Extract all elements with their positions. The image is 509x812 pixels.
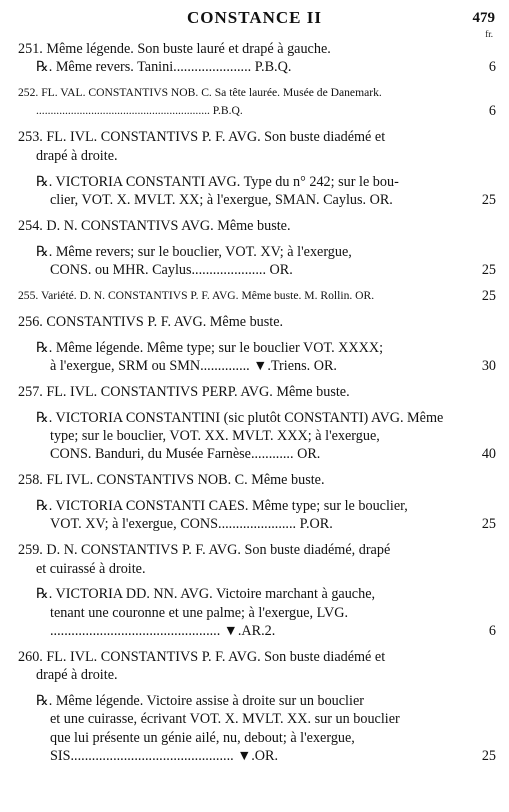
entry-text: 251. Même légende. Son buste lauré et drapé à gauche. bbox=[18, 41, 331, 57]
catalogue-entry bbox=[0, 173, 509, 210]
entry-spacer bbox=[0, 534, 509, 542]
entry-text: à l'exergue, SRM ou SMN.............. ▼.Triens. OR. bbox=[50, 357, 337, 374]
entry-line bbox=[0, 560, 509, 578]
price-value: 30 bbox=[476, 357, 496, 375]
entry-text: ℞. VICTORIA CONSTANTINI (sic plutôt CONSTANTI) AVG. Même bbox=[36, 409, 444, 426]
entry-spacer bbox=[0, 464, 509, 472]
entry-text: ................................................ ▼.AR.2. bbox=[50, 623, 276, 640]
entry-line bbox=[0, 622, 509, 640]
page-header bbox=[0, 8, 509, 38]
entry-line bbox=[0, 313, 509, 331]
entry-text: CONS. Banduri, du Musée Farnèse............ OR. bbox=[50, 446, 321, 463]
catalogue-entry bbox=[0, 128, 509, 165]
catalogue-entry bbox=[0, 497, 509, 534]
entry-line bbox=[0, 383, 509, 401]
entry-spacer bbox=[0, 279, 509, 287]
entry-text: 257. FL. IVL. CONSTANTIVS PERP. AVG. Même buste. bbox=[18, 383, 350, 400]
entry-text: drapé à droite. bbox=[36, 667, 118, 684]
price-value: 25 bbox=[476, 747, 496, 765]
entry-text: ℞. Même revers; sur le bouclier, VOT. XV; à l'exergue, bbox=[36, 243, 352, 260]
entry-spacer bbox=[0, 121, 509, 129]
entry-line bbox=[0, 541, 509, 559]
catalogue-entry bbox=[0, 40, 509, 77]
entry-text: 260. FL. IVL. CONSTANTIVS P. F. AVG. Son buste diadémé et bbox=[18, 648, 386, 665]
entry-text: SIS.............................................. ▼.OR. bbox=[50, 748, 279, 764]
entry-line bbox=[0, 710, 509, 728]
entry-text: drapé à droite. bbox=[36, 147, 118, 164]
entry-text: 253. FL. IVL. CONSTANTIVS P. F. AVG. Son buste diadémé et bbox=[18, 129, 386, 146]
entry-line bbox=[0, 339, 509, 357]
entry-text: 259. D. N. CONSTANTIVS P. F. AVG. Son buste diadémé, drapé bbox=[18, 542, 391, 559]
catalogue-entry bbox=[0, 692, 509, 765]
entry-line bbox=[0, 666, 509, 684]
entry-text: ℞. VICTORIA CONSTANTI AVG. Type du n° 242; sur le bou- bbox=[36, 173, 399, 190]
entry-line bbox=[0, 729, 509, 747]
entry-text: 252. FL. VAL. CONSTANTIVS NOB. C. Sa tête laurée. Musée de Danemark. bbox=[18, 86, 382, 100]
entry-line bbox=[0, 102, 509, 120]
catalogue-entry bbox=[0, 287, 509, 305]
entry-spacer bbox=[0, 331, 509, 339]
entry-spacer bbox=[0, 401, 509, 409]
entry-spacer bbox=[0, 489, 509, 497]
catalogue-entry bbox=[0, 409, 509, 464]
entry-text: ℞. Même revers. Tanini...................... P.B.Q. bbox=[36, 59, 292, 76]
price-value: 25 bbox=[476, 287, 496, 305]
entry-line bbox=[0, 427, 509, 445]
catalogue-entries bbox=[0, 40, 509, 765]
price-value: 6 bbox=[483, 622, 496, 640]
entry-text: que lui présente un génie ailé, nu, debout; à l'exergue, bbox=[50, 729, 355, 746]
entry-line bbox=[0, 357, 509, 375]
entry-text: 258. FL IVL. CONSTANTIVS NOB. C. Même buste. bbox=[18, 472, 325, 489]
catalogue-entry bbox=[0, 541, 509, 578]
price-value: 25 bbox=[476, 191, 496, 209]
entry-text: type; sur le bouclier, VOT. XX. MVLT. XXX; à l'exergue, bbox=[50, 427, 380, 444]
entry-line bbox=[0, 40, 509, 58]
entry-line bbox=[0, 84, 509, 102]
entry-text: 255. Variété. D. N. CONSTANTIVS P. F. AVG. Même buste. M. Rollin. OR. bbox=[18, 288, 375, 302]
catalogue-entry bbox=[0, 243, 509, 280]
entry-text: ℞. VICTORIA DD. NN. AVG. Victoire marchant à gauche, bbox=[36, 586, 376, 603]
price-value: 25 bbox=[476, 261, 496, 279]
price-value: 6 bbox=[483, 58, 496, 76]
running-title: CONSTANCE II bbox=[187, 8, 322, 27]
price-value: 40 bbox=[476, 445, 496, 463]
catalogue-entry bbox=[0, 217, 509, 235]
entry-text: clier, VOT. X. MVLT. XX; à l'exergue, SMAN. Caylus. OR. bbox=[50, 191, 393, 208]
entry-text: 254. D. N. CONSTANTIVS AVG. Même buste. bbox=[18, 217, 291, 234]
entry-text: ............................................................ P.B.Q. bbox=[36, 104, 243, 118]
entry-text: VOT. XV; à l'exergue, CONS...................... P.OR. bbox=[50, 516, 333, 533]
entry-line bbox=[0, 261, 509, 279]
price-value: 6 bbox=[483, 102, 496, 120]
page-number: 479 bbox=[472, 10, 495, 26]
entry-spacer bbox=[0, 209, 509, 217]
entry-spacer bbox=[0, 375, 509, 383]
entry-spacer bbox=[0, 235, 509, 243]
entry-line bbox=[0, 409, 509, 427]
unit-label: fr. bbox=[485, 29, 493, 39]
catalogue-entry bbox=[0, 648, 509, 685]
entry-line bbox=[0, 648, 509, 666]
entry-spacer bbox=[0, 685, 509, 693]
catalogue-entry bbox=[0, 339, 509, 376]
entry-line bbox=[0, 445, 509, 463]
entry-text: ℞. Même légende. Même type; sur le bouclier VOT. XXXX; bbox=[36, 339, 384, 356]
entry-line bbox=[0, 128, 509, 146]
entry-text: 256. CONSTANTIVS P. F. AVG. Même buste. bbox=[18, 313, 284, 330]
entry-line bbox=[0, 191, 509, 209]
entry-line bbox=[0, 692, 509, 710]
entry-spacer bbox=[0, 578, 509, 586]
entry-line bbox=[0, 287, 509, 305]
entry-text: tenant une couronne et une palme; à l'exergue, LVG. bbox=[50, 604, 349, 621]
entry-line bbox=[0, 173, 509, 191]
entry-line bbox=[0, 515, 509, 533]
entry-line bbox=[0, 58, 509, 76]
entry-line bbox=[0, 217, 509, 235]
entry-spacer bbox=[0, 165, 509, 173]
catalogue-entry bbox=[0, 471, 509, 489]
entry-text: CONS. ou MHR. Caylus..................... OR. bbox=[50, 261, 293, 278]
entry-spacer bbox=[0, 77, 509, 85]
price-value: 25 bbox=[476, 515, 496, 533]
entry-text: et une cuirasse, écrivant VOT. X. MVLT. XX. sur un bouclier bbox=[50, 711, 400, 728]
entry-line bbox=[0, 243, 509, 261]
entry-text: ℞. VICTORIA CONSTANTI CAES. Même type; sur le bouclier, bbox=[36, 498, 408, 515]
entry-text: et cuirassé à droite. bbox=[36, 560, 146, 577]
entry-line bbox=[0, 147, 509, 165]
entry-text: ℞. Même légende. Victoire assise à droite sur un bouclier bbox=[36, 693, 364, 710]
catalogue-entry bbox=[0, 313, 509, 331]
entry-line bbox=[0, 604, 509, 622]
catalogue-entry bbox=[0, 383, 509, 401]
entry-spacer bbox=[0, 640, 509, 648]
entry-line bbox=[0, 471, 509, 489]
entry-spacer bbox=[0, 305, 509, 313]
entry-line bbox=[0, 497, 509, 515]
catalogue-entry bbox=[0, 585, 509, 640]
catalogue-entry bbox=[0, 84, 509, 121]
entry-line bbox=[0, 585, 509, 603]
entry-line bbox=[0, 747, 509, 765]
